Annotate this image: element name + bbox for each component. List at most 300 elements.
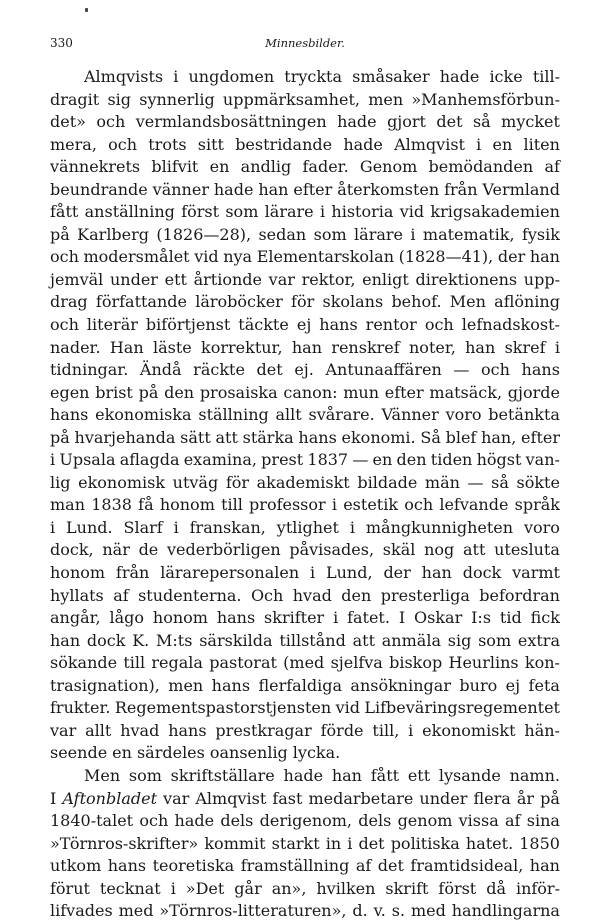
word: i	[50, 517, 56, 537]
word: efter	[521, 427, 560, 447]
word: lärarepersonalen	[160, 563, 300, 583]
word: utesluta	[494, 540, 560, 560]
word: men	[368, 89, 404, 109]
word: hade	[343, 134, 383, 154]
word: högst	[476, 450, 522, 470]
word: ställning	[198, 405, 269, 425]
text-line	[50, 494, 560, 517]
word: I	[398, 608, 406, 628]
word: sina	[526, 811, 560, 831]
word: hans	[216, 608, 256, 628]
word: lärare	[354, 224, 403, 244]
word: varmt	[512, 563, 560, 583]
word: (1826—28),	[156, 224, 252, 244]
text-line	[50, 89, 560, 112]
word: noter,	[409, 337, 456, 357]
word: det	[377, 856, 404, 876]
word: upp-	[523, 269, 560, 289]
word: »Törnros-skrifter»	[50, 833, 199, 853]
word: var	[268, 269, 295, 289]
word: det	[256, 360, 283, 380]
word: presterliga	[380, 585, 470, 605]
word: 1837	[307, 450, 349, 470]
word: handlingarna	[451, 901, 560, 921]
word: i	[173, 517, 179, 537]
word: af	[113, 585, 129, 605]
word: räckte	[193, 360, 245, 380]
word: Han	[109, 337, 144, 357]
word: den	[396, 450, 427, 470]
word: medarbetare	[308, 788, 414, 808]
word: fatet.	[347, 608, 390, 628]
word: M:ts	[156, 630, 193, 650]
word: allt	[275, 405, 302, 425]
word: dock,	[50, 540, 94, 560]
word: skrifter	[264, 608, 325, 628]
word: hatet.	[465, 833, 514, 853]
word: hyllats	[50, 585, 104, 605]
text-line	[50, 742, 560, 765]
word: Heurlins	[448, 653, 519, 673]
word: ej	[296, 315, 312, 335]
word: att	[352, 630, 375, 650]
word: svårare.	[308, 405, 375, 425]
word: frukter.	[50, 698, 111, 718]
word: en	[372, 450, 393, 470]
word: nya	[223, 247, 253, 267]
word: buro	[459, 675, 498, 695]
word: dock	[462, 563, 502, 583]
word: rentor	[365, 315, 417, 335]
word: särdeles	[136, 743, 205, 763]
word: nog	[424, 540, 455, 560]
word: så	[491, 472, 509, 492]
word: ekonomi.	[341, 427, 416, 447]
word: flerfaldiga	[258, 675, 342, 695]
word: Men	[449, 292, 486, 312]
text-line	[50, 111, 560, 134]
word: »Törnros-litteraturen»,	[159, 901, 347, 921]
word: skriftställare	[170, 765, 275, 785]
word: blef	[445, 427, 477, 447]
word: fysik	[521, 224, 560, 244]
text-line	[50, 675, 560, 698]
page-number: 330	[50, 36, 73, 50]
word: der	[497, 247, 526, 267]
word: ekonomiskt	[422, 720, 516, 740]
word: tiden	[430, 450, 473, 470]
word: gjorde	[507, 382, 560, 402]
word: han	[465, 337, 496, 357]
word: sitt	[197, 134, 224, 154]
text-line	[50, 382, 560, 405]
word: skref	[504, 337, 546, 357]
word: i	[349, 517, 355, 537]
word: lärare	[264, 202, 314, 222]
word: och	[424, 315, 454, 335]
word: betänkta	[488, 405, 560, 425]
text-line	[50, 179, 560, 202]
word: hans	[168, 720, 207, 740]
word: man	[50, 495, 86, 515]
word: och	[108, 134, 138, 154]
text-line	[50, 201, 560, 224]
word: skäl	[382, 540, 416, 560]
word: på	[50, 224, 70, 244]
word: han	[421, 563, 452, 583]
word: som	[313, 224, 347, 244]
word: franskan,	[189, 517, 266, 537]
word: fast	[272, 788, 303, 808]
word: Och	[250, 585, 284, 605]
word: Ändå	[139, 360, 182, 380]
word: går	[234, 878, 262, 898]
word: Vänner	[381, 405, 439, 425]
text-line	[50, 246, 560, 269]
word: van-	[525, 450, 560, 470]
word: an»,	[271, 878, 307, 898]
word: af	[544, 157, 560, 177]
word: kon-	[524, 653, 560, 673]
text-line	[50, 449, 560, 472]
word: hän-	[524, 720, 560, 740]
word: lefnadskost-	[461, 315, 560, 335]
italic-word: Aftonbladet	[62, 788, 157, 808]
word: anställning	[84, 202, 175, 222]
word: och	[404, 495, 434, 515]
text-line	[50, 66, 560, 89]
word: hans	[298, 427, 337, 447]
word: fått	[50, 202, 79, 222]
word: dragit	[50, 89, 100, 109]
word: då	[486, 878, 506, 898]
word: i	[319, 202, 326, 222]
word: sjelfva	[330, 653, 383, 673]
word: Almqvist	[394, 134, 465, 154]
word: en	[209, 157, 230, 177]
word: lågo	[109, 608, 145, 628]
word: och	[139, 811, 169, 831]
word: s.	[391, 901, 406, 921]
word: i	[173, 67, 179, 86]
word: att	[462, 540, 486, 560]
word: under	[109, 269, 158, 289]
word: prest	[261, 450, 304, 470]
word: bestridande	[235, 134, 333, 154]
word: icke	[489, 67, 523, 86]
word: Almqvists	[84, 67, 164, 86]
word: hvad	[120, 720, 160, 740]
word: läste	[152, 337, 192, 357]
word: studenterna.	[138, 585, 242, 605]
text-line	[50, 900, 560, 923]
word: och	[481, 360, 510, 380]
word: »Det	[185, 878, 225, 898]
word: i	[170, 878, 176, 898]
word: ytlighet	[276, 517, 339, 537]
text-line	[50, 427, 560, 450]
word: genom	[397, 811, 453, 831]
word: ansökningar	[350, 675, 451, 695]
text-line	[50, 291, 560, 314]
word: lifvades	[50, 901, 113, 921]
word: vänner	[152, 179, 209, 199]
word: estetik	[343, 495, 399, 515]
running-title: Minnesbilder.	[265, 36, 345, 50]
word: »Manhemsförbun-	[411, 89, 560, 109]
word: kommit	[204, 833, 266, 853]
word: starkt	[271, 833, 320, 853]
word: honom	[50, 563, 106, 583]
word: i	[333, 608, 339, 628]
word: trots	[148, 134, 187, 154]
word: först	[438, 878, 477, 898]
word: hvad	[292, 585, 332, 605]
word: förde	[320, 720, 364, 740]
word: dels	[220, 811, 254, 831]
word: när	[102, 540, 130, 560]
word: framtidsideal,	[410, 856, 524, 876]
word: språk	[514, 495, 560, 515]
text-line	[50, 156, 560, 179]
word: till	[221, 495, 243, 515]
word: tecknat	[99, 878, 161, 898]
word: han	[331, 765, 362, 785]
text-line	[50, 314, 560, 337]
word: egen	[50, 382, 90, 402]
word: den	[164, 382, 195, 402]
word: fader.	[302, 157, 349, 177]
word: K.	[132, 630, 150, 650]
body-text	[50, 66, 560, 923]
text-line	[50, 878, 560, 901]
word: renskref	[331, 337, 400, 357]
word: en	[492, 134, 513, 154]
word: Karlberg	[77, 224, 150, 244]
word: för	[225, 472, 250, 492]
word: liten	[523, 134, 560, 154]
word: först	[181, 202, 220, 222]
text-line	[50, 517, 560, 540]
word: Oskar	[414, 608, 463, 628]
word: författande	[95, 292, 187, 312]
word: framställning	[240, 856, 350, 876]
word: så	[472, 112, 491, 132]
text-line	[50, 833, 560, 856]
text-line	[50, 472, 560, 495]
word: det	[436, 112, 463, 132]
word: tillstånd	[279, 630, 346, 650]
page-header	[50, 36, 560, 54]
word: utväg	[172, 472, 219, 492]
word: beundrande	[50, 179, 148, 199]
word: och	[96, 112, 126, 132]
word: var	[163, 788, 190, 808]
word: examina,	[183, 450, 257, 470]
word: med	[118, 901, 154, 921]
word: akademiskt	[256, 472, 350, 492]
word: tidningar.	[50, 360, 129, 380]
word: aflöning	[494, 292, 560, 312]
word: enligt	[362, 269, 409, 289]
word: årtionde	[193, 269, 262, 289]
print-speck	[85, 8, 88, 12]
word: förut	[50, 878, 90, 898]
word: uppmärksamhet,	[222, 89, 360, 109]
word: mera,	[50, 134, 97, 154]
word: sedan	[258, 224, 307, 244]
word: nader.	[50, 337, 101, 357]
text-line	[50, 404, 560, 427]
word: politiska	[390, 833, 460, 853]
word: Lund.	[66, 517, 113, 537]
word: seende	[50, 743, 108, 763]
word: småsaker	[352, 67, 430, 86]
word: Genom	[359, 157, 418, 177]
word: der	[383, 563, 411, 583]
word: på	[540, 788, 560, 808]
word: extra	[517, 630, 560, 650]
word: sätt	[180, 427, 211, 447]
word: Så	[420, 427, 441, 447]
word: lysande	[438, 765, 501, 785]
word: Lund,	[326, 563, 373, 583]
text-line	[50, 697, 560, 720]
word: i	[408, 720, 414, 740]
word: hvarjehanda	[74, 427, 176, 447]
word: bemödanden	[428, 157, 534, 177]
word: direktionens	[415, 269, 518, 289]
word: vederbörligen	[167, 540, 281, 560]
word: professor	[249, 495, 326, 515]
word: 1840-talet	[50, 811, 134, 831]
word: —	[467, 472, 484, 492]
word: dels	[358, 811, 392, 831]
word: ekonomiska	[95, 405, 192, 425]
word: (med	[283, 653, 325, 673]
word: —	[352, 450, 369, 470]
word: som	[225, 202, 259, 222]
word: modersmålet	[83, 247, 190, 267]
word: I:s	[471, 608, 492, 628]
word: hans	[50, 405, 89, 425]
word: allt	[85, 720, 112, 740]
word: i	[554, 337, 560, 357]
word: påvisades,	[289, 540, 375, 560]
word: vid	[399, 202, 425, 222]
word: inför-	[515, 878, 560, 898]
word: på	[50, 427, 70, 447]
word: honom	[159, 495, 215, 515]
word: befordran	[479, 585, 560, 605]
word: prestkragar	[215, 720, 312, 740]
text-line	[50, 562, 560, 585]
word: i	[347, 833, 353, 853]
word: 1850	[519, 833, 560, 853]
word: matsäck,	[429, 382, 503, 402]
word: canon:	[283, 382, 338, 402]
word: särskilda	[199, 630, 273, 650]
text-line	[50, 652, 560, 675]
word: andlig	[240, 157, 292, 177]
word: mångkunnigheten	[365, 517, 514, 537]
word: återkomsten	[337, 179, 440, 199]
word: voro	[523, 517, 560, 537]
word: mun	[343, 382, 380, 402]
word: och	[50, 315, 79, 335]
word: pastorat	[209, 653, 277, 673]
word: namn.	[509, 765, 560, 785]
word: för	[291, 292, 315, 312]
word: sig	[447, 630, 472, 650]
word: hans	[521, 360, 560, 380]
text-line	[50, 630, 560, 653]
text-line	[50, 607, 560, 630]
word: ett	[407, 765, 431, 785]
word: voro	[445, 405, 482, 425]
word: det»	[50, 112, 86, 132]
word: de	[138, 540, 159, 560]
word: täckte	[238, 315, 289, 335]
word: män	[424, 472, 460, 492]
word: vännekrets	[50, 157, 141, 177]
word: Slarf	[123, 517, 163, 537]
word: synnerlig	[139, 89, 215, 109]
word: af	[355, 856, 372, 876]
word: hans	[211, 675, 251, 695]
word: krigsakademien	[430, 202, 560, 222]
word: ej	[505, 675, 521, 695]
word: i	[331, 495, 337, 515]
word: mycket	[501, 112, 560, 132]
word: från	[115, 563, 150, 583]
word: han	[291, 337, 322, 357]
word: vid	[335, 698, 360, 718]
word: han	[50, 630, 81, 650]
word: skolans	[322, 292, 384, 312]
word: korrektur,	[201, 337, 283, 357]
word: och	[50, 247, 79, 267]
word: in	[325, 833, 342, 853]
word: sökande	[50, 653, 118, 673]
word: angår,	[50, 608, 101, 628]
word: hans	[319, 315, 358, 335]
text-line	[50, 810, 560, 833]
word: Upsala	[59, 450, 116, 470]
word: lefvande	[439, 495, 509, 515]
word: dock	[86, 630, 126, 650]
word: rektor,	[301, 269, 356, 289]
word: sökte	[516, 472, 560, 492]
word: prosaiska	[199, 382, 278, 402]
word: men	[168, 675, 204, 695]
word: han	[529, 856, 560, 876]
word: trasignation),	[50, 675, 160, 695]
word: matematik,	[422, 224, 515, 244]
text-line	[50, 765, 560, 788]
word: hvilken	[316, 878, 376, 898]
word: skrift	[385, 878, 429, 898]
word: hade	[283, 765, 324, 785]
word: i	[50, 450, 56, 470]
word: regala	[151, 653, 203, 673]
word: med	[410, 901, 446, 921]
word: ett	[164, 269, 187, 289]
word: utkom	[50, 856, 102, 876]
word: ej.	[294, 360, 314, 380]
word: han	[529, 247, 560, 267]
text-line	[50, 134, 560, 157]
